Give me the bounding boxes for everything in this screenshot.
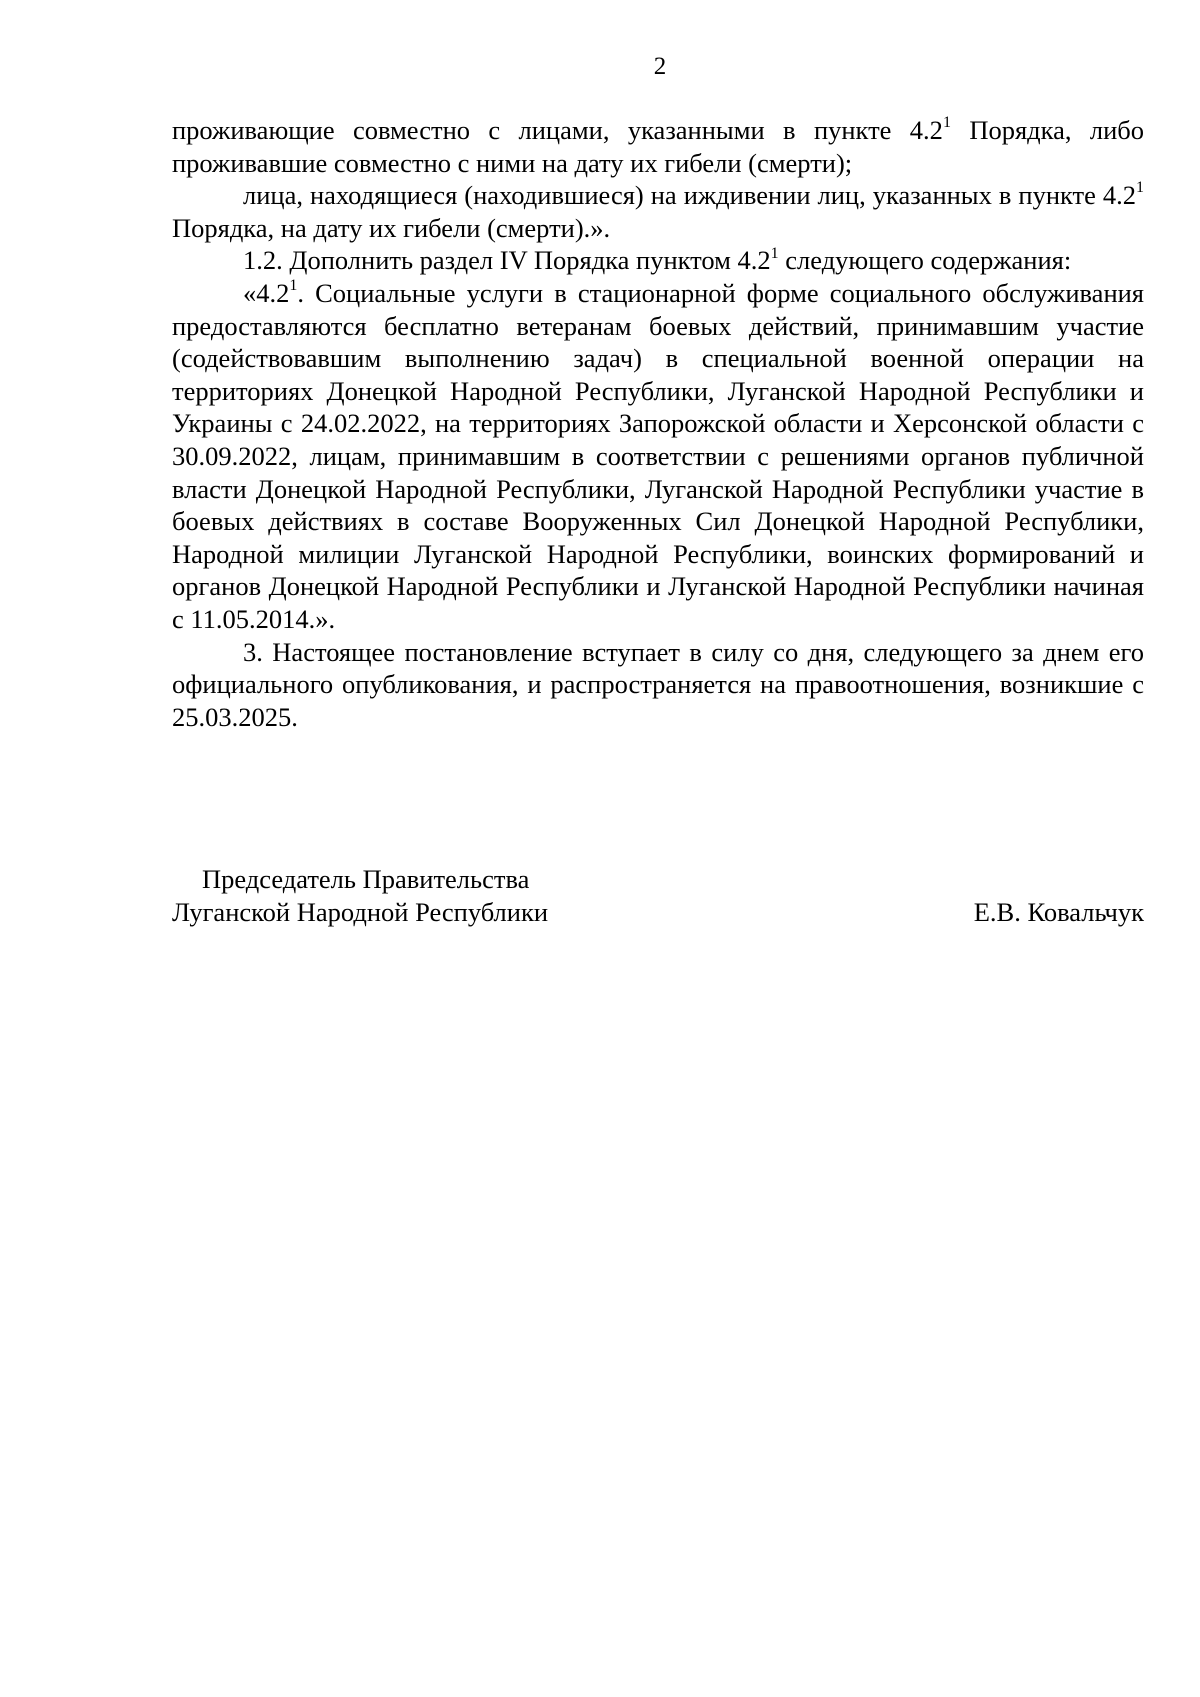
superscript-index: 1	[289, 277, 298, 295]
paragraph-text: следующего содержания:	[778, 245, 1072, 276]
signature-row	[172, 896, 1144, 929]
signature-block	[172, 863, 1144, 929]
paragraph-text: Порядка, либо проживавшие совместно с ними на дату их гибели (смерти);	[172, 115, 1145, 178]
signatory-title-line2: Луганской Народной Республики	[172, 897, 549, 927]
paragraph-dependents	[172, 179, 1144, 244]
page-number: 2	[653, 53, 667, 80]
superscript-index: 1	[1136, 179, 1144, 197]
paragraph-text: . Социальные услуги в стационарной форме социального обслуживания предоставляются бесплатно ветеранам боевых действий, принимавшим участие (содействовавшим выполнению задач) в специальной военной операции на территориях Донецкой Народной Республики, Луганской Народной Республики и Украины с 24.02.2022, на территориях Запорожской области и Херсонской области с 30.09.2022, лицам, принимавшим в соответствии с решениями органов публичной власти Донецкой Народной Республики, Луганской Народной Республики участие в боевых действиях в составе Вооруженных Сил Донецкой Народной Республики, Народной милиции Луганской Народной Республики, воинских формирований и органов Донецкой Народной Республики и Луганской Народной Республики начиная с 11.05.2014.».	[172, 277, 1144, 634]
signatory-name: Е.В. Ковальчук	[973, 897, 1144, 927]
paragraph-text: проживающие совместно с лицами, указанными в пункте 4.2	[172, 115, 943, 145]
signatory-title-line1: Председатель Правительства	[202, 864, 530, 894]
paragraph-text: 1.2. Дополнить раздел IV Порядка пунктом 4.2	[243, 245, 771, 276]
paragraph-text: «4.2	[243, 277, 290, 308]
paragraph-text: 3. Настоящее постановление вступает в силу со дня, следующего за днем его официального опубликования, и распространяется на правоотношения, возникшие с 25.03.2025.	[172, 636, 1144, 732]
superscript-index: 1	[770, 244, 779, 262]
paragraph-text: лица, находящиеся (находившиеся) на иждивении лиц, указанных в пункте 4.2	[243, 180, 1136, 211]
superscript-index: 1	[942, 114, 951, 132]
paragraph-effective-date	[172, 636, 1144, 734]
document-body	[172, 114, 1144, 733]
paragraph-amendment-1-2	[172, 244, 1144, 277]
paragraph-text: Порядка, на дату их гибели (смерти).».	[172, 212, 611, 243]
paragraph-cohabitants	[172, 114, 1144, 179]
paragraph-clause-4-2-1	[172, 277, 1144, 636]
